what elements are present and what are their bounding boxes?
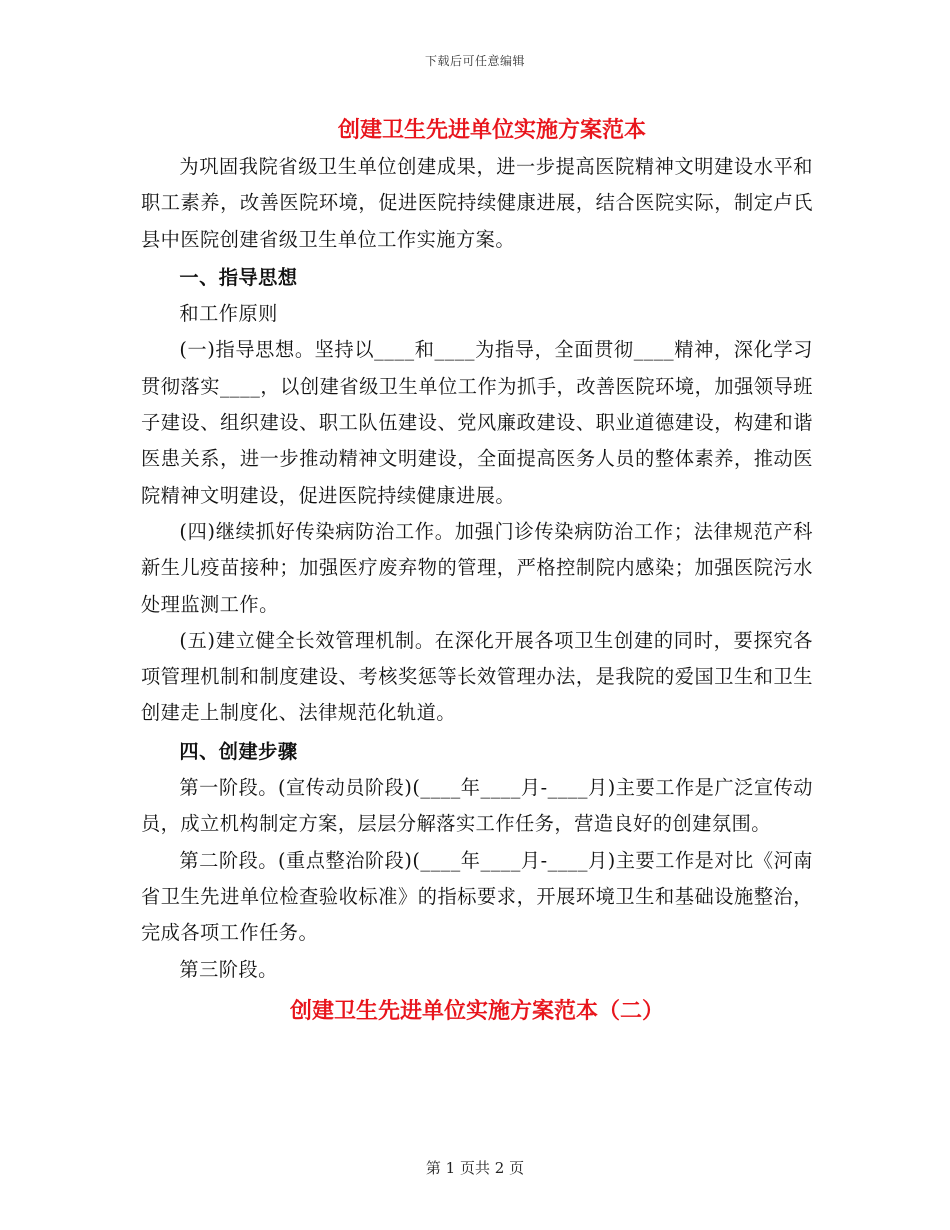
paragraph-work-principles: 和工作原则 bbox=[179, 302, 278, 326]
paragraph-infectious-disease: (四)继续抓好传染病防治工作。加强门诊传染病防治工作；法律规范产科新生儿疫苗接种；加强医疗废弃物的管理，严格控制院内感染；加强医院污水处理监测工作。 bbox=[141, 519, 813, 616]
document-title: 创建卫生先进单位实施方案范本 bbox=[337, 117, 646, 143]
document-title-two: 创建卫生先进单位实施方案范本（二） bbox=[289, 997, 664, 1024]
document-body bbox=[141, 112, 813, 1030]
paragraph-stage-two: 第二阶段。(重点整治阶段)(____年____月-____月)主要工作是对比《河南省卫生先进单位检查验收标准》的指标要求，开展环境卫生和基础设施整治，完成各项工作任务。 bbox=[141, 848, 813, 945]
paragraph-intro: 为巩固我院省级卫生单位创建成果，进一步提高医院精神文明建设水平和职工素养，改善医院环境，促进医院持续健康进展，结合医院实际，制定卢氏县中医院创建省级卫生单位工作实施方案。 bbox=[141, 155, 813, 251]
paragraph-long-term-mechanism: (五)建立健全长效管理机制。在深化开展各项卫生创建的同时，要探究各项管理机制和制度建设、考核奖惩等长效管理办法，是我院的爱国卫生和卫生创建走上制度化、法律规范化轨道。 bbox=[141, 628, 813, 725]
page-footer: 第 1 页共 2 页 bbox=[425, 1159, 525, 1177]
paragraph-stage-one: 第一阶段。(宣传动员阶段)(____年____月-____月)主要工作是广泛宣传动员，成立机构制定方案，层层分解落实工作任务，营造良好的创建氛围。 bbox=[141, 776, 813, 836]
paragraph-stage-three: 第三阶段。 bbox=[179, 957, 278, 981]
section-heading-guiding-ideology: 一、指导思想 bbox=[179, 265, 298, 289]
paragraph-guiding-ideology: (一)指导思想。坚持以____和____为指导，全面贯彻____精神，深化学习贯彻落实____，以创建省级卫生单位工作为抓手，改善医院环境，加强领导班子建设、组织建设、职工队伍建设、党风廉政建设、职业道德建设，构建和谐医患关系，进一步推动精神文明建设，全面提高医务人员的整体素养，推动医院精神文明建设，促进医院持续健康进展。 bbox=[141, 338, 813, 507]
page-header-note: 下载后可任意编辑 bbox=[424, 54, 525, 68]
section-heading-creation-steps: 四、创建步骤 bbox=[179, 739, 298, 763]
